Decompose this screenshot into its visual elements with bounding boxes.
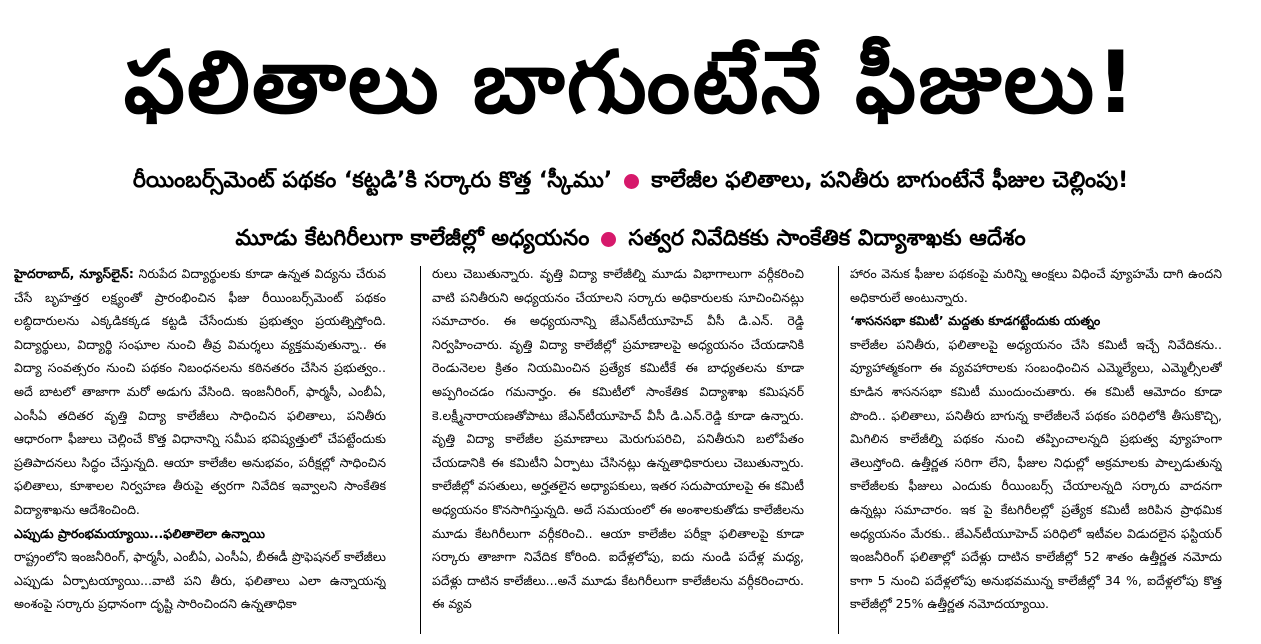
column-1-paragraph-2: రాష్ట్రంలోని ఇంజనీరింగ్, ఫార్మసీ, ఎంబీఏ, ఎంసీఏ, బీఈడీ ప్రొఫెషనల్ కాలేజీలు ఎప్పుడు ఏర్పాటయ్యాయి...వాటి పని తీరు, ఫలితాలు ఎలా ఉన్నాయన్న అంశంపై సర్కారు ప్రధానంగా దృష్టి సారించిందని ఉన్నతాధికా — [14, 549, 386, 612]
column-2-paragraph-1: రులు చెబుతున్నారు. వృత్తి విద్యా కాలేజీల్ని మూడు విభాగాలుగా వర్గీకరించి వాటి పనితీరుని అధ్యయనం చేయాలని సర్కారు అధికారులకు సూచించినట్లు సమాచారం. ఈ అధ్యయనాన్ని జేఎన్‌టీయూహెచ్ వీసీ డి.ఎన్. రెడ్డి నిర్వహించారు. వృత్తి విద్యా కాలేజీల్లో ప్రమాణాలపై అధ్యయనం చేయడానికి రెండునెలల క్రితం నియమించిన ప్రత్యేక కమిటీకే ఈ బాధ్యతలను కూడా అప్పగించడం గమనార్హం. ఈ కమిటీలో సాంకేతిక విద్యాశాఖ కమిషనర్ కె.లక్ష్మీనారాయణతోపాటు జేఎన్‌టీయూహెచ్ వీసీ డి.ఎన్.రెడ్డి కూడా ఉన్నారు. వృత్తి విద్యా కాలేజీల ప్రమాణాలు మెరుగుపరిచి, పనితీరుని బలోపేతం చేయడానికి ఈ కమిటీని ఏర్పాటు చేసినట్లు ఉన్నతాధికారులు చెబుతున్నారు. కాలేజీల్లో వసతులు, అర్హతలైన అధ్యాపకులు, ఇతర సదుపాయాలపై ఈ కమిటీ అధ్యయనం కొనసాగిస్తున్నది. అదే సమయంలో ఈ అంశాలకుతోడు కాలేజీలను మూడు కేటగిరీలుగా వర్గీకరించి.. ఆయా కాలేజీల పరీక్షా ఫలితాలపై కూడా సర్కారు తాజాగా నివేదిక కోరింది. ఐదేళ్లలోపు, ఐదు నుండి పదేళ్ల మధ్య, పదేళ్లు దాటిన కాలేజీలు...అనే మూడు కేటగిరీలుగా కాలేజీలను వర్గీకరించారు. ఈ వ్యవ — [432, 266, 804, 612]
subheading-1-right: కాలేజీల ఫలితాలు, పనితీరు బాగుంటేనే ఫీజుల చెల్లింపు! — [651, 168, 1129, 193]
bullet-icon — [624, 174, 639, 189]
column-1-paragraph-1 — [14, 262, 386, 522]
column-divider — [838, 266, 839, 634]
column-3-paragraph-1: హారం వెనుక ఫీజుల పథకంపై మరిన్ని ఆంక్షలు విధించే వ్యూహమే దాగి ఉందని అధికారులే అంటున్నారు. — [850, 266, 1222, 305]
column-3-subheading: ‘శాసనసభా కమిటీ’ మద్దతు కూడగట్టేందుకు యత్నం — [850, 313, 1101, 329]
subheading-2-left: మూడు కేటగిరీలుగా కాలేజీల్లో అధ్యయనం — [235, 226, 590, 251]
article-column-2 — [432, 262, 804, 642]
subheading-line-2 — [0, 224, 1261, 254]
subheading-1-left: రీయింబర్స్‌మెంట్ పథకం ‘కట్టడి’కి సర్కారు కొత్త ‘స్కీము’ — [132, 168, 613, 193]
subheading-line-1 — [0, 166, 1261, 196]
article-column-1 — [14, 262, 386, 642]
subheading-2-right: సత్వర నివేదికకు సాంకేతిక విద్యాశాఖకు ఆదేశం — [628, 226, 1026, 251]
column-1-subheading: ఎప్పుడు ప్రారంభమయ్యాయి...ఫలితాలెలా ఉన్నాయి — [14, 525, 265, 541]
dateline: హైదరాబాద్, న్యూస్‌లైన్: — [14, 266, 134, 281]
column-3-paragraph-2: కాలేజీల పనితీరు, ఫలితాలపై అధ్యయనం చేసి కమిటీ ఇచ్చే నివేదికను.. వ్యూహాత్మకంగా ఈ వ్యవహారాలకు సంబంధించిన ఎమ్మెల్యేలు, ఎమ్మెల్సీలతో కూడిన శాసనసభా కమిటీ ముందుంచుతారు. ఈ కమిటీ ఆమోదం కూడా పొంది.. ఫలితాలు, పనితీరు బాగున్న కాలేజీలనే పథకం పరిధిలోకి తీసుకొచ్చి, మిగిలిన కాలేజీల్ని పథకం నుంచి తప్పించాలన్నది ప్రభుత్వ వ్యూహంగా తెలుస్తోంది. ఉత్తీర్ణత సరిగా లేని, ఫీజుల నిధుల్లో అక్రమాలకు పాల్పడుతున్న కాలేజీలకు ఫీజులు ఎందుకు రీయింబర్స్ చేయాలన్నది సర్కారు వాదనగా ఉన్నట్లు సమాచారం. ఇక పై కేటగిరీలల్లో ప్రత్యేక కమిటీ జరిపిన ప్రాథమిక అధ్యయనం మేరకు.. జేఎన్‌టీయూహెచ్ పరిధిలో ఇటీవల విడుదలైన ఫస్టియర్ ఇంజనీరింగ్ ఫలితాల్లో పదేళ్లు దాటిన కాలేజీల్లో 52 శాతం ఉత్తీర్ణత నమోదు కాగా 5 నుంచి పదేళ్లలోపు అనుభవమున్న కాలేజీల్లో 34 %, ఐదేళ్లలోపు కొత్త కాలేజీల్లో 25% ఉత్తీర్ణత నమోదయ్యాయి. — [850, 336, 1222, 612]
column-1-body-1: నిరుపేద విద్యార్థులకు కూడా ఉన్నత విద్యను చేరువ చేసే బృహత్తర లక్ష్యంతో ప్రారంభించిన ఫీజు రీయింబర్స్‌మెంట్ పథకం లబ్ధిదారులను ఎక్కడికక్కడ కట్టడి చేసేందుకు ప్రభుత్వం ప్రయత్నిస్తోంది. విద్యార్థులు, విద్యార్థి సంఘాల నుంచి తీవ్ర విమర్శలు వ్యక్తమవుతున్నా.. ఈ విద్యా సంవత్సరం నుంచి పథకం నిబంధనలను కఠినతరం చేసిన ప్రభుత్వం.. అదే బాటలో తాజాగా మరో అడుగు వేసింది. ఇంజనీరింగ్, ఫార్మసీ, ఎంబీఏ, ఎంసీఏ తదితర వృత్తి విద్యా కాలేజీలు సాధించిన ఫలితాలు, పనితీరు ఆధారంగా ఫీజులు చెల్లించే కొత్త విధానాన్ని సమీప భవిష్యత్తులో చేపట్టేందుకు ప్రతిపాదనలు సిద్ధం చేస్తున్నది. ఆయా కాలేజీల అనుభవం, పరీక్షల్లో సాధించిన ఫలితాలు, కూశాలల నిర్వహణ తీరుపై త్వరగా నివేదిక ఇవ్వాలని సాంకేతిక విద్యాశాఖను ఆదేశించింది. — [14, 266, 386, 517]
column-divider — [420, 266, 421, 634]
headline: ఫలితాలు బాగుంటేనే ఫీజులు! — [123, 33, 1138, 133]
bullet-icon — [601, 232, 616, 247]
article-column-3 — [850, 262, 1222, 642]
